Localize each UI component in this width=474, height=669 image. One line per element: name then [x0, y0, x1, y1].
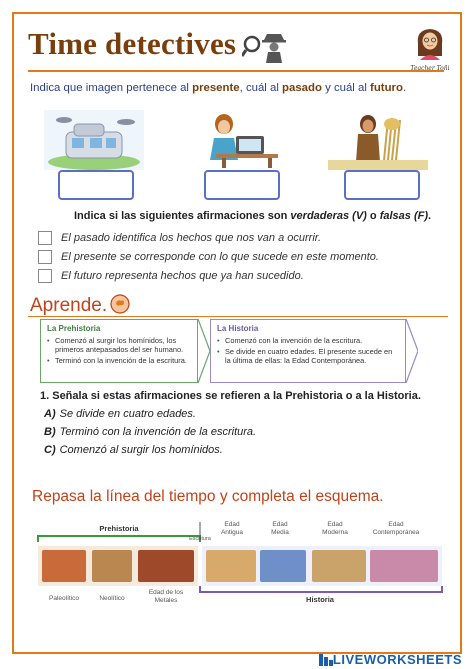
- history-timeline: [30, 520, 450, 616]
- prehistoria-label: Prehistoria: [99, 524, 139, 533]
- prehistoria-bracket: [38, 536, 200, 542]
- historia-bracket: [200, 586, 442, 592]
- tf-item-2: [38, 249, 379, 265]
- antigua-picture: [206, 550, 256, 582]
- teacher-badge: [408, 26, 452, 72]
- media-picture: [260, 550, 306, 582]
- tf-statement-3: El futuro representa hechos que ya han sucedido.: [61, 270, 304, 282]
- tf-checkbox-1[interactable]: [38, 231, 52, 245]
- timeline-heading: Repasa la línea del tiempo y completa el esquema.: [32, 488, 384, 505]
- word-presente: presente: [192, 82, 240, 94]
- historia-arrow: [406, 319, 418, 383]
- instruction-images: Indica que imagen pertenece al presente, cuál al pasado y cuál al futuro.: [30, 82, 407, 94]
- question-option-b: B) Terminó con la invención de la escritura.: [44, 426, 257, 438]
- aprende-heading: Aprende.: [30, 295, 108, 316]
- escritura-label: Escritura: [189, 536, 211, 542]
- instruction-true-false: Indica si las siguientes afirmaciones son verdaderas (V) o falsas (F).: [74, 210, 432, 222]
- tf-item-1: [38, 230, 321, 246]
- neolitico-label: Neolítico: [99, 595, 125, 602]
- neolitico-picture: [92, 550, 132, 582]
- future-house-image: [44, 110, 144, 170]
- question-1: 1. Señala si estas afirmaciones se refieren a la Prehistoria o a la Historia.: [40, 390, 421, 402]
- question-option-c: C) Comenzó al surgir los homínidos.: [44, 444, 223, 456]
- prehistoria-bullet-2: • Terminó con la invención de la escritura.: [47, 356, 191, 365]
- historia-bullet-1: • Comenzó con la invención de la escritura.: [217, 336, 399, 345]
- answer-box-1[interactable]: [58, 170, 134, 200]
- question-option-a: A) Se divide en cuatro edades.: [44, 408, 196, 420]
- edad-contemporanea-label: Edad Contemporánea: [372, 521, 420, 536]
- metales-picture: [138, 550, 194, 582]
- paleolitico-label: Paleolítico: [49, 595, 79, 602]
- prehistoria-panel: [40, 319, 198, 383]
- historia-label: Historia: [306, 595, 334, 604]
- prehistoria-arrow: [198, 319, 210, 383]
- prehistoria-panel-title: La Prehistoria: [47, 324, 101, 333]
- worksheet-page: [12, 12, 462, 654]
- teacher-avatar: [412, 26, 448, 60]
- word-pasado: pasado: [282, 82, 322, 94]
- historia-panel: [210, 319, 406, 383]
- edad-media-label: Edad Media: [271, 521, 289, 536]
- contemporanea-picture: [370, 550, 438, 582]
- aprende-divider: [28, 316, 448, 317]
- teacher-label: Teacher Toñi: [410, 65, 450, 72]
- page-title: Time detectives: [28, 26, 237, 61]
- past-farmer-image: [328, 110, 428, 170]
- liveworksheets-logo-icon: [319, 654, 333, 666]
- moderna-picture: [312, 550, 366, 582]
- metales-label: Edad de los Metales: [148, 589, 184, 604]
- answer-box-3[interactable]: [344, 170, 420, 200]
- present-computer-image: [186, 110, 286, 170]
- word-futuro: futuro: [370, 82, 403, 94]
- liveworksheets-brand: LIVEWORKSHEETS: [332, 652, 462, 667]
- tf-checkbox-2[interactable]: [38, 250, 52, 264]
- tf-checkbox-3[interactable]: [38, 269, 52, 283]
- edad-moderna-label: Edad Moderna: [322, 521, 348, 536]
- answer-box-2[interactable]: [204, 170, 280, 200]
- edad-antigua-label: Edad Antigua: [220, 521, 244, 536]
- detective-icon: [242, 30, 288, 64]
- tf-statement-1: El pasado identifica los hechos que nos van a ocurrir.: [61, 232, 322, 244]
- prehistoria-bullet-1: • Comenzó al surgir los homínidos, los primeros antepasados del ser humano.: [47, 336, 191, 354]
- paleolitico-picture: [42, 550, 86, 582]
- tf-statement-2: El presente se corresponde con lo que sucede en este momento.: [61, 251, 379, 263]
- title-underline: [28, 70, 444, 72]
- tf-item-3: [38, 268, 304, 284]
- footer-brand: [319, 652, 462, 667]
- brain-head-icon: [110, 294, 130, 314]
- historia-bullet-2: • Se divide en cuatro edades. El presente sucede en la última de ellas: la Edad Contemporánea.: [217, 347, 399, 365]
- historia-panel-title: La Historia: [217, 324, 259, 333]
